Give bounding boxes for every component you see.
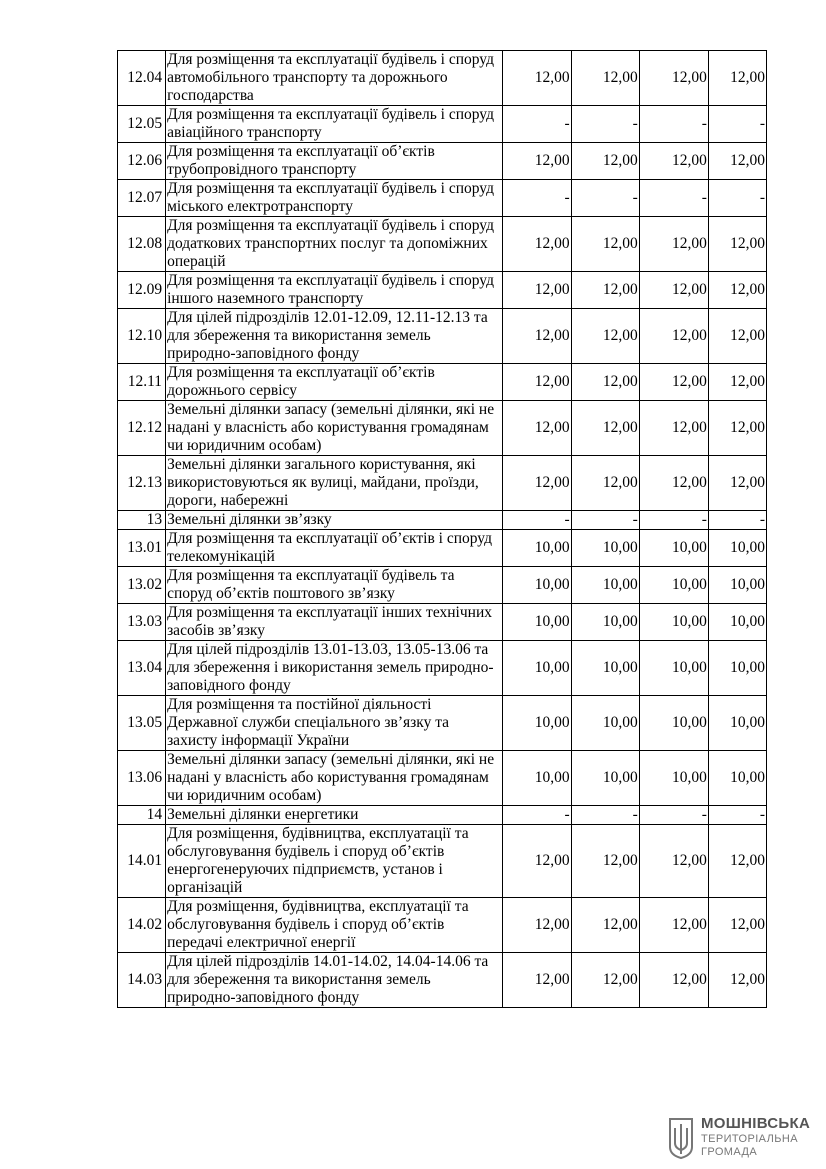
row-value-3-cell: 12,00: [639, 217, 708, 272]
row-value-2-cell: 12,00: [571, 898, 639, 953]
row-value-4-cell: -: [708, 806, 766, 825]
row-value-2-cell: -: [571, 806, 639, 825]
row-name-cell: Для розміщення та експлуатації будівель і споруд додаткових транспортних послуг та допоміжних операцій: [166, 217, 503, 272]
row-value-2-cell: 12,00: [571, 217, 639, 272]
row-value-4-cell: 12,00: [708, 401, 766, 456]
row-value-4-cell: 12,00: [708, 272, 766, 309]
row-name-cell: Для розміщення та експлуатації будівель та споруд об’єктів поштового зв’язку: [166, 567, 503, 604]
row-code-cell: 13: [118, 511, 166, 530]
row-code-cell: 12.12: [118, 401, 166, 456]
row-value-1-cell: 10,00: [502, 530, 571, 567]
row-value-3-cell: -: [639, 180, 708, 217]
row-code-cell: 12.05: [118, 106, 166, 143]
row-name-cell: Для розміщення та експлуатації будівель і споруд міського електротранспорту: [166, 180, 503, 217]
row-code-cell: 12.06: [118, 143, 166, 180]
row-value-4-cell: 12,00: [708, 309, 766, 364]
row-value-4-cell: 12,00: [708, 143, 766, 180]
logo-subtitle-2: ГРОМАДА: [701, 1146, 758, 1158]
row-name-cell: Для розміщення та експлуатації об’єктів дорожнього сервісу: [166, 364, 503, 401]
row-value-1-cell: 12,00: [502, 143, 571, 180]
table-row: [118, 143, 767, 180]
row-value-3-cell: 12,00: [639, 825, 708, 898]
row-value-4-cell: 12,00: [708, 217, 766, 272]
row-code-cell: 12.10: [118, 309, 166, 364]
row-code-cell: 12.04: [118, 51, 166, 106]
row-value-2-cell: 10,00: [571, 696, 639, 751]
table-row: [118, 825, 767, 898]
row-name-cell: Земельні ділянки загального користування, які використовуються як вулиці, майдани, проїзди, дороги, набережні: [166, 456, 503, 511]
row-value-3-cell: 12,00: [639, 51, 708, 106]
row-value-4-cell: 12,00: [708, 456, 766, 511]
row-name-cell: Для розміщення та експлуатації об’єктів трубопровідного транспорту: [166, 143, 503, 180]
row-value-1-cell: 10,00: [502, 751, 571, 806]
row-name-cell: Для розміщення та експлуатації об’єктів і споруд телекомунікацій: [166, 530, 503, 567]
row-name-cell: Земельні ділянки зв’язку: [166, 511, 503, 530]
row-name-cell: Земельні ділянки запасу (земельні ділянки, які не надані у власність або користування громадянам чи юридичним особам): [166, 401, 503, 456]
row-name-cell: Для цілей підрозділів 13.01-13.03, 13.05-13.06 та для збереження і використання земель природно-заповідного фонду: [166, 641, 503, 696]
table-row: [118, 401, 767, 456]
row-code-cell: 12.08: [118, 217, 166, 272]
row-value-4-cell: 10,00: [708, 641, 766, 696]
row-value-2-cell: 12,00: [571, 825, 639, 898]
row-value-4-cell: 12,00: [708, 898, 766, 953]
row-value-3-cell: -: [639, 806, 708, 825]
row-code-cell: 12.07: [118, 180, 166, 217]
table-row: [118, 641, 767, 696]
row-value-3-cell: 12,00: [639, 456, 708, 511]
row-value-2-cell: 10,00: [571, 530, 639, 567]
row-value-4-cell: -: [708, 511, 766, 530]
row-name-cell: Для розміщення, будівництва, експлуатації та обслуговування будівель і споруд об’єктів передачі електричної енергії: [166, 898, 503, 953]
row-value-2-cell: 12,00: [571, 953, 639, 1008]
logo-title: МОШНІВСЬКА: [701, 1115, 811, 1132]
row-value-4-cell: 12,00: [708, 953, 766, 1008]
table-row: [118, 309, 767, 364]
row-value-2-cell: 12,00: [571, 456, 639, 511]
row-value-3-cell: 12,00: [639, 143, 708, 180]
row-value-4-cell: 12,00: [708, 51, 766, 106]
row-value-1-cell: 12,00: [502, 51, 571, 106]
row-value-3-cell: 10,00: [639, 696, 708, 751]
row-value-2-cell: 12,00: [571, 401, 639, 456]
row-value-4-cell: 10,00: [708, 696, 766, 751]
row-code-cell: 13.03: [118, 604, 166, 641]
row-code-cell: 13.02: [118, 567, 166, 604]
table-row: [118, 898, 767, 953]
table-body: [118, 51, 767, 1008]
row-value-1-cell: 12,00: [502, 825, 571, 898]
row-value-2-cell: 12,00: [571, 51, 639, 106]
row-value-3-cell: 12,00: [639, 364, 708, 401]
row-value-3-cell: -: [639, 106, 708, 143]
row-value-2-cell: 10,00: [571, 604, 639, 641]
row-value-2-cell: -: [571, 180, 639, 217]
row-value-2-cell: -: [571, 106, 639, 143]
row-value-1-cell: 12,00: [502, 401, 571, 456]
row-code-cell: 13.04: [118, 641, 166, 696]
row-name-cell: Для розміщення та постійної діяльності Державної служби спеціального зв’язку та захисту інформації України: [166, 696, 503, 751]
table-row: [118, 106, 767, 143]
row-code-cell: 14.01: [118, 825, 166, 898]
table-row: [118, 456, 767, 511]
table-row: [118, 751, 767, 806]
row-value-2-cell: -: [571, 511, 639, 530]
community-logo: [668, 1115, 811, 1161]
row-value-4-cell: 12,00: [708, 825, 766, 898]
row-value-3-cell: 10,00: [639, 530, 708, 567]
row-code-cell: 14.03: [118, 953, 166, 1008]
table-row: [118, 217, 767, 272]
row-value-4-cell: 10,00: [708, 567, 766, 604]
table-row: [118, 696, 767, 751]
table-row: [118, 51, 767, 106]
row-value-3-cell: 12,00: [639, 272, 708, 309]
row-value-1-cell: 10,00: [502, 567, 571, 604]
row-value-2-cell: 12,00: [571, 309, 639, 364]
row-code-cell: 13.01: [118, 530, 166, 567]
land-tax-rates-table: [117, 50, 767, 1008]
trident-emblem-icon: [668, 1117, 694, 1159]
row-value-1-cell: 12,00: [502, 217, 571, 272]
table-row: [118, 272, 767, 309]
row-value-3-cell: 10,00: [639, 751, 708, 806]
row-code-cell: 13.06: [118, 751, 166, 806]
row-value-1-cell: -: [502, 806, 571, 825]
row-value-2-cell: 10,00: [571, 751, 639, 806]
row-value-4-cell: 10,00: [708, 604, 766, 641]
row-value-1-cell: 10,00: [502, 604, 571, 641]
row-name-cell: Для розміщення та експлуатації будівель і споруд авіаційного транспорту: [166, 106, 503, 143]
row-name-cell: Земельні ділянки запасу (земельні ділянки, які не надані у власність або користування громадянам чи юридичним особам): [166, 751, 503, 806]
row-value-1-cell: -: [502, 106, 571, 143]
row-value-1-cell: 12,00: [502, 898, 571, 953]
table-row: [118, 530, 767, 567]
row-value-1-cell: 12,00: [502, 364, 571, 401]
row-name-cell: Для розміщення, будівництва, експлуатації та обслуговування будівель і споруд об’єктів енергогенеруючих підприємств, установ і організацій: [166, 825, 503, 898]
row-value-2-cell: 12,00: [571, 272, 639, 309]
row-name-cell: Для цілей підрозділів 12.01-12.09, 12.11-12.13 та для збереження та використання земель природно-заповідного фонду: [166, 309, 503, 364]
row-value-4-cell: -: [708, 180, 766, 217]
table-row: [118, 604, 767, 641]
row-value-3-cell: 10,00: [639, 641, 708, 696]
row-value-3-cell: -: [639, 511, 708, 530]
row-value-4-cell: 12,00: [708, 364, 766, 401]
row-value-2-cell: 12,00: [571, 143, 639, 180]
table-row: [118, 806, 767, 825]
row-value-1-cell: -: [502, 511, 571, 530]
row-value-4-cell: -: [708, 106, 766, 143]
table-row: [118, 953, 767, 1008]
row-code-cell: 12.11: [118, 364, 166, 401]
row-value-3-cell: 10,00: [639, 604, 708, 641]
row-value-3-cell: 10,00: [639, 567, 708, 604]
row-name-cell: Земельні ділянки енергетики: [166, 806, 503, 825]
row-code-cell: 14.02: [118, 898, 166, 953]
row-value-2-cell: 10,00: [571, 641, 639, 696]
table-row: [118, 511, 767, 530]
row-value-2-cell: 12,00: [571, 364, 639, 401]
row-value-3-cell: 12,00: [639, 953, 708, 1008]
row-value-4-cell: 10,00: [708, 751, 766, 806]
row-value-1-cell: 12,00: [502, 309, 571, 364]
table-row: [118, 364, 767, 401]
row-value-1-cell: -: [502, 180, 571, 217]
row-value-1-cell: 12,00: [502, 456, 571, 511]
row-name-cell: Для цілей підрозділів 14.01-14.02, 14.04-14.06 та для збереження та використання земель природно-заповідного фонду: [166, 953, 503, 1008]
row-code-cell: 14: [118, 806, 166, 825]
row-value-2-cell: 10,00: [571, 567, 639, 604]
row-value-4-cell: 10,00: [708, 530, 766, 567]
row-value-3-cell: 12,00: [639, 309, 708, 364]
row-value-1-cell: 10,00: [502, 696, 571, 751]
row-code-cell: 12.09: [118, 272, 166, 309]
row-value-1-cell: 12,00: [502, 953, 571, 1008]
row-name-cell: Для розміщення та експлуатації будівель і споруд іншого наземного транспорту: [166, 272, 503, 309]
row-value-1-cell: 10,00: [502, 641, 571, 696]
row-value-3-cell: 12,00: [639, 401, 708, 456]
row-code-cell: 13.05: [118, 696, 166, 751]
row-name-cell: Для розміщення та експлуатації інших технічних засобів зв’язку: [166, 604, 503, 641]
table-row: [118, 180, 767, 217]
table-row: [118, 567, 767, 604]
row-name-cell: Для розміщення та експлуатації будівель і споруд автомобільного транспорту та дорожнього господарства: [166, 51, 503, 106]
row-value-1-cell: 12,00: [502, 272, 571, 309]
row-code-cell: 12.13: [118, 456, 166, 511]
logo-subtitle-1: ТЕРИТОРІАЛЬНА: [701, 1133, 798, 1145]
row-value-3-cell: 12,00: [639, 898, 708, 953]
